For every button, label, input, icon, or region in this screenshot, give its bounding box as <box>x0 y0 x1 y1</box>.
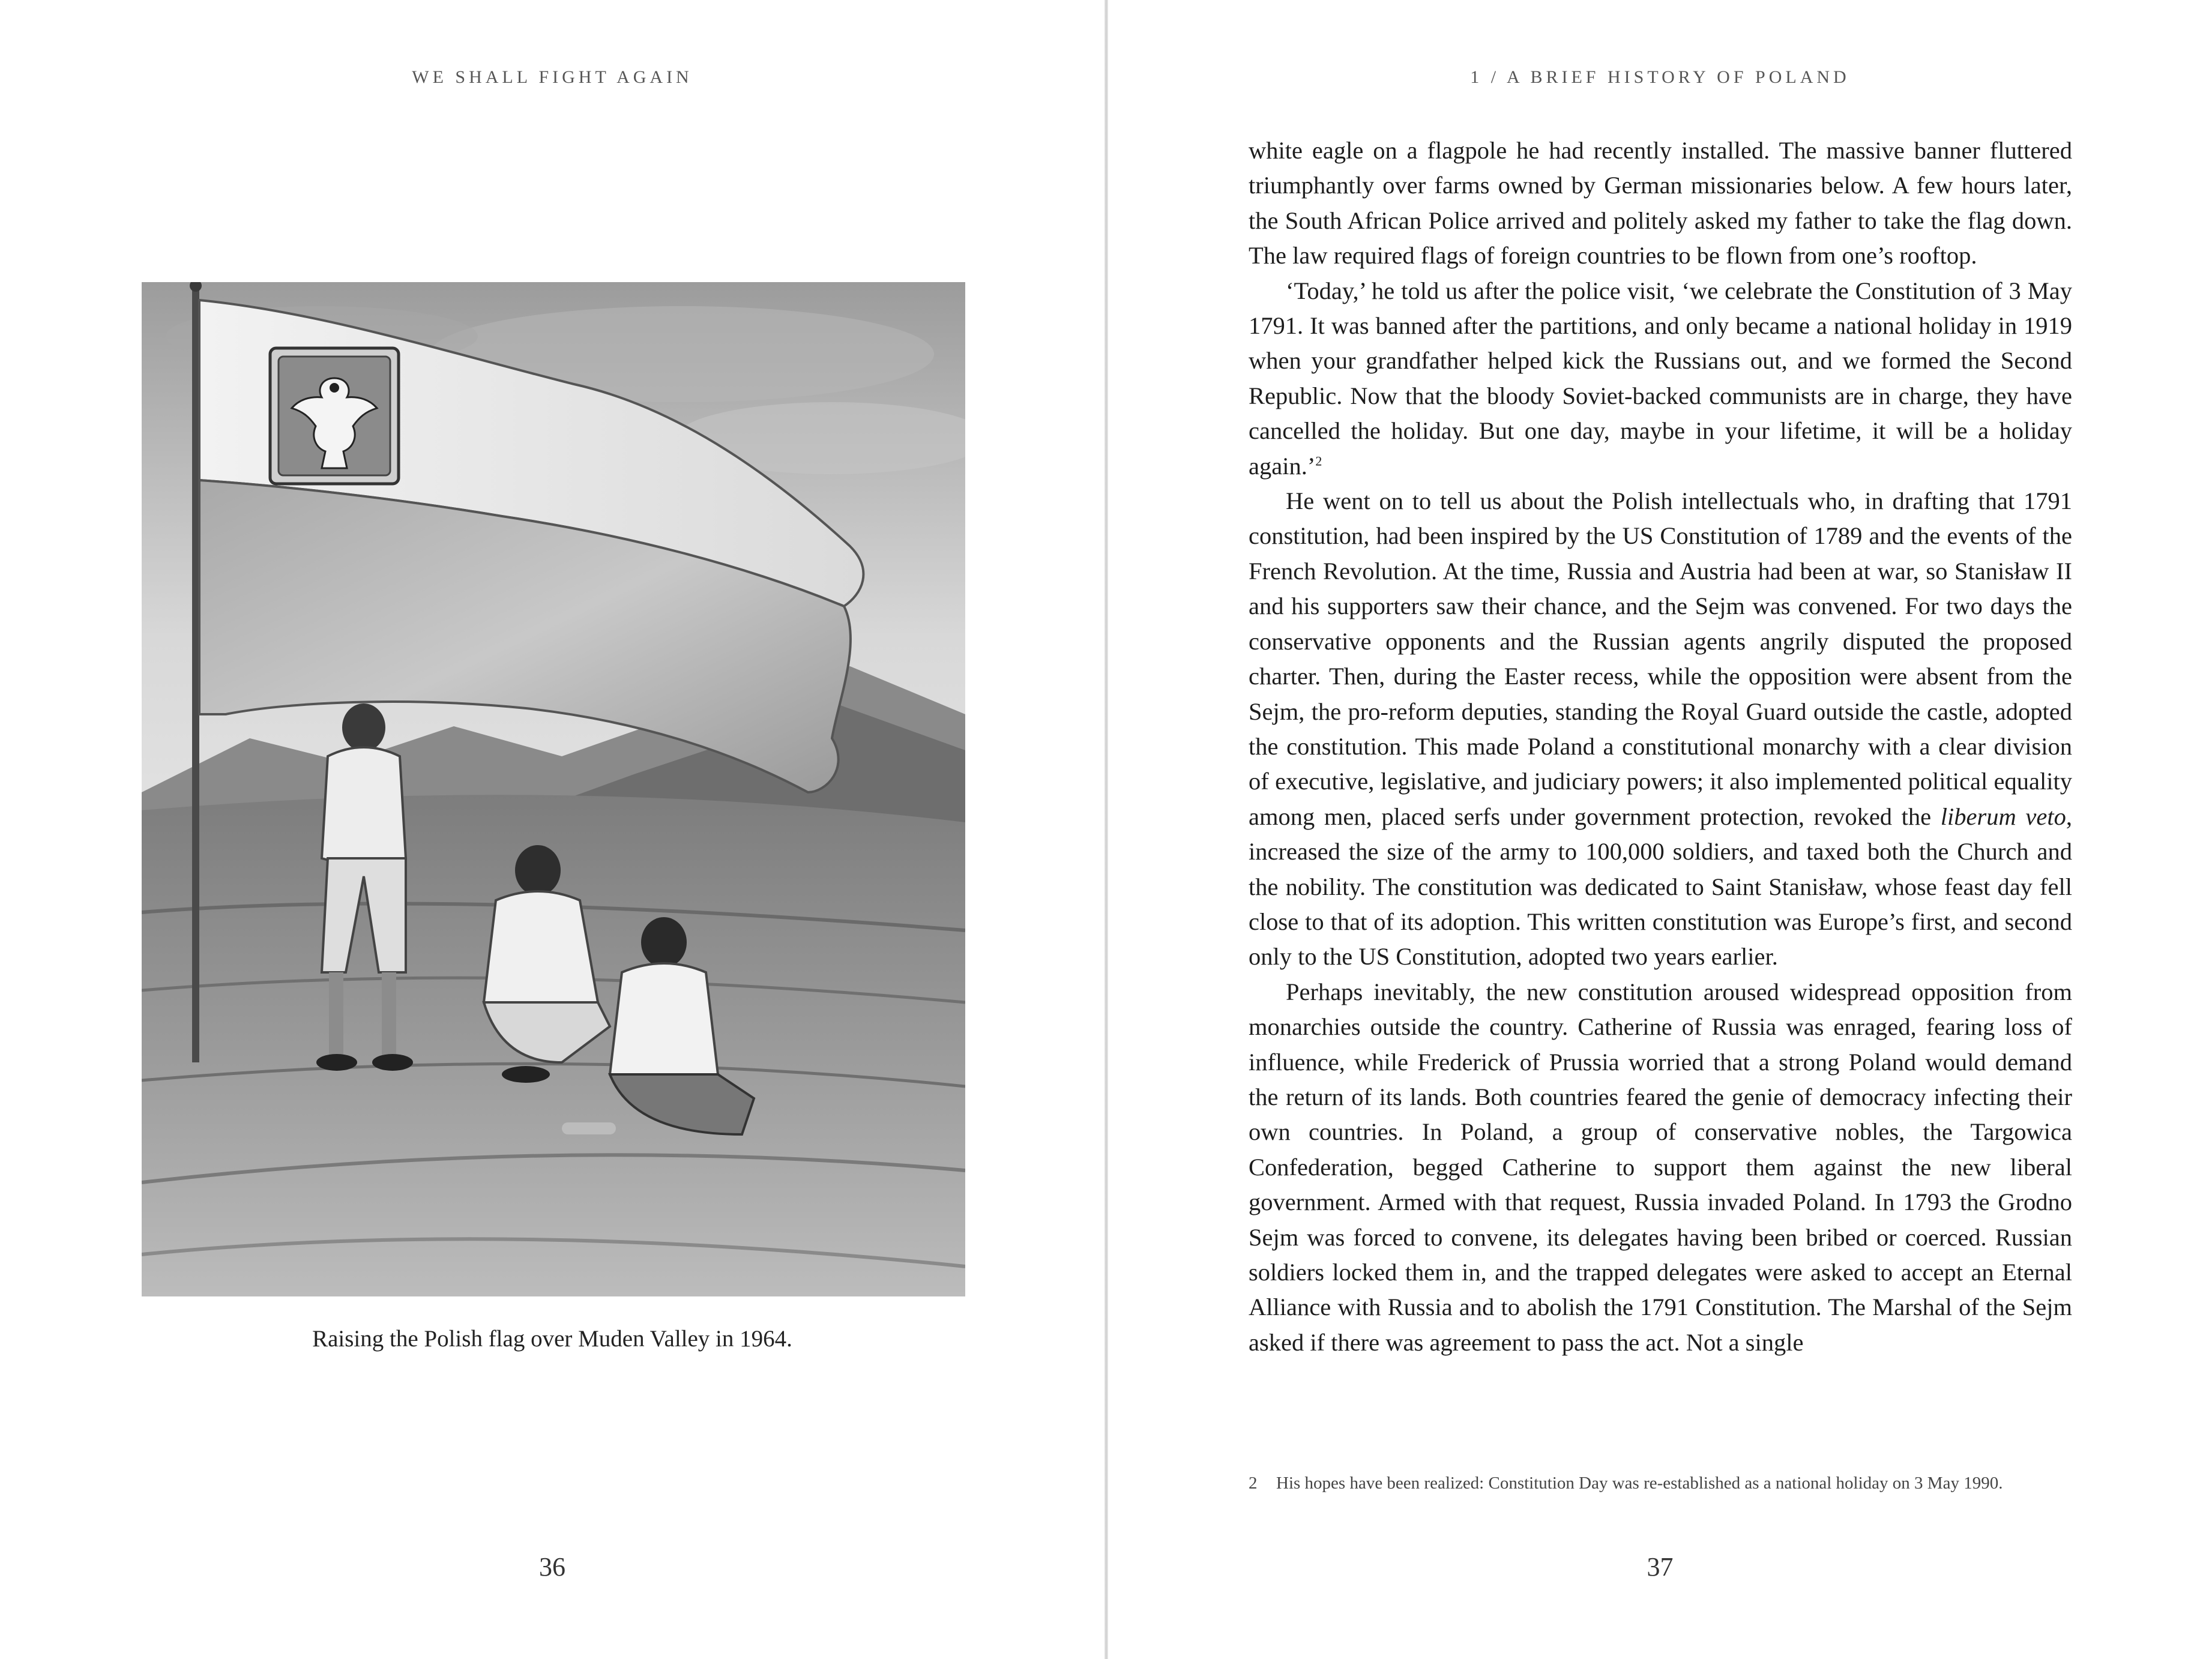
footnote-reference[interactable]: 2 <box>1315 453 1322 469</box>
paragraph <box>1249 484 2072 975</box>
paragraph: white eagle on a flagpole he had recently installed. The massive banner fluttered triumphantly over farms owned by German missionaries below. A few hours later, the South African Police arrived and politely asked my father to take the flag down. The law required flags of foreign countries to be flown from one’s rooftop. <box>1249 137 2072 269</box>
running-head-right: 1 / A BRIEF HISTORY OF POLAND <box>1470 67 1850 87</box>
running-head-left: WE SHALL FIGHT AGAIN <box>412 67 693 87</box>
footnote-number: 2 <box>1249 1474 1258 1493</box>
flag-raising-illustration <box>142 282 965 1296</box>
page-number-right: 37 <box>1647 1552 1674 1582</box>
body-text <box>1249 133 2072 1360</box>
left-page <box>0 0 1104 1659</box>
italic-term: liberum veto <box>1940 802 2066 830</box>
paragraph: Perhaps inevitably, the new constitution aroused widespread opposition from monarchies outside the country. Catherine of Russia was enraged, fearing loss of influence, while Frederick of Prussia worried that a strong Poland would demand the return of its lands. Both countries feared the genie of democracy infecting their own countries. In Poland, a group of conservative nobles, the Targowica Confederation, begged Catherine to support them against the new liberal government. Armed with that request, Russia invaded Poland. In 1793 the Grodno Sejm was forced to convene, its delegates having been bribed or coerced. Russian soldiers locked them in, and the trapped delegates were asked to accept an Eternal Alliance with Russia and to abolish the 1791 Constitution. The Marshal of the Sejm asked if there was agreement to pass the act. Not a single <box>1249 978 2072 1356</box>
footnote <box>1249 1474 2089 1493</box>
figure-caption: Raising the Polish flag over Muden Valley in 1964. <box>312 1326 792 1352</box>
paragraph-text: He went on to tell us about the Polish intellectuals who, in drafting that 1791 constitution, had been inspired by the US Constitution of 1789 and the events of the French Revolution. At the time, Russia and Austria had been at war, so Stanisław II and his supporters saw their chance, and the Sejm was convened. For two days the conservative opponents and the Russian agents angrily disputed the proposed charter. Then, during the Easter recess, while the opposition were absent from the Sejm, the pro-reform deputies, standing the Royal Guard outside the castle, adopted the constitution. This made Poland a constitutional monarchy with a clear division of executive, legislative, and judiciary powers; it also implemented political equality among men, placed serfs under government protection, revoked the <box>1249 487 2072 830</box>
footnote-text: His hopes have been realized: Constitution Day was re-established as a national holiday on 3 May 1990. <box>1276 1474 2003 1493</box>
paragraph <box>1249 274 2072 484</box>
paragraph-text: ‘Today,’ he told us after the police visit, ‘we celebrate the Constitution of 3 May 1791. It was banned after the partitions, and only became a national holiday in 1919 when your grandfather helped kick the Russians out, and we formed the Second Republic. Now that the bloody Soviet-backed communists are in charge, they have cancelled the holiday. But one day, maybe in your lifetime, it will be a holiday again.’ <box>1249 277 2072 480</box>
page-number-left: 36 <box>539 1552 565 1582</box>
paragraph-text: , increased the size of the army to 100,000 soldiers, and taxed both the Church and the nobility. The constitution was dedicated to Saint Stanisław, whose feast day fell close to that of its adoption. This written constitution was Europe’s first, and second only to the US Constitution, adopted two years earlier. <box>1249 802 2072 971</box>
